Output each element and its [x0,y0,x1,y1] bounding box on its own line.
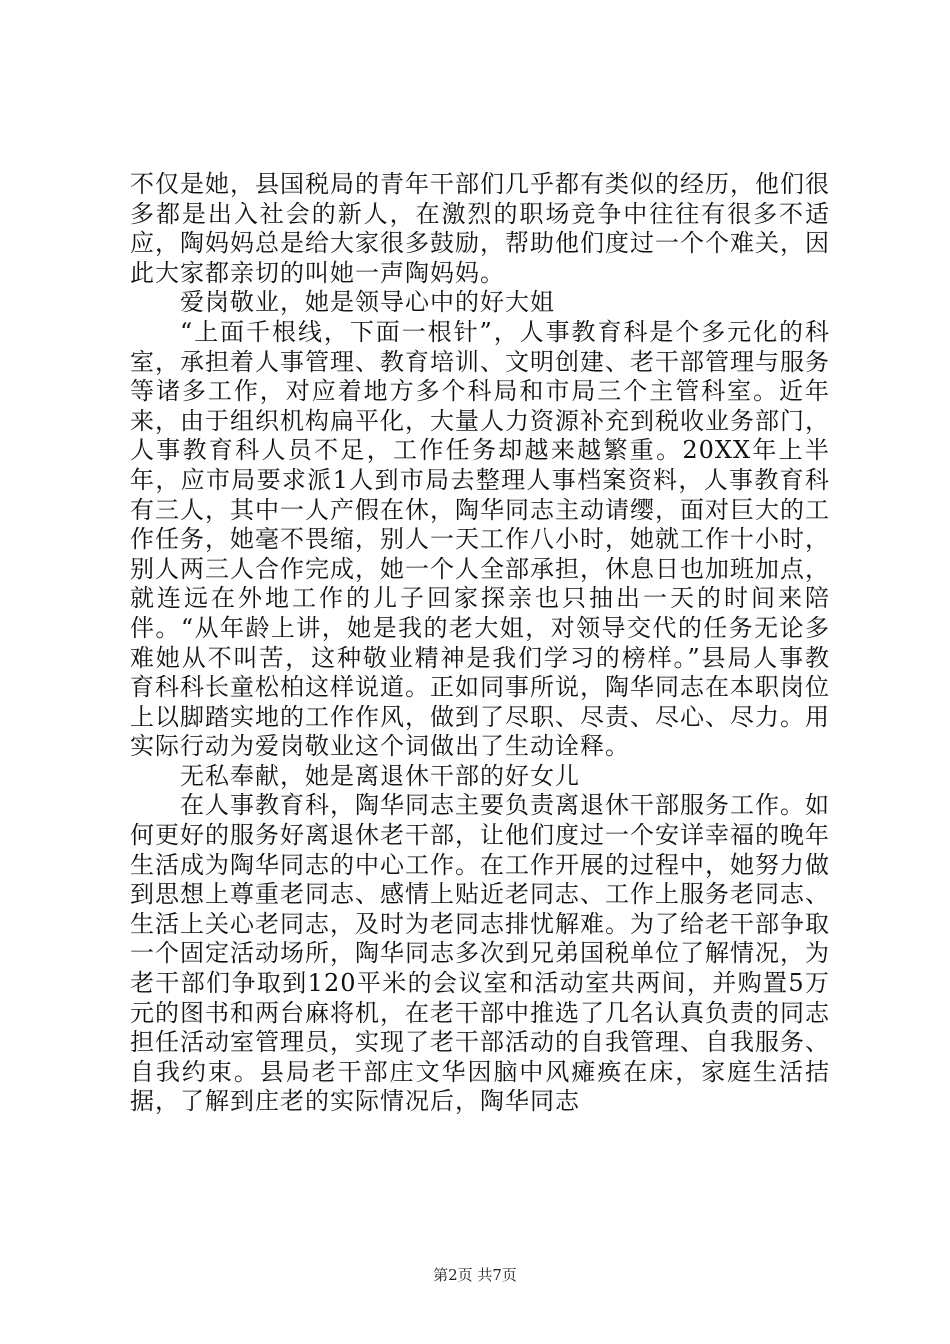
section-heading-2: 无私奉献，她是离退休干部的好女儿 [180,761,580,790]
page-footer: 第2页 共7页 [433,1266,517,1284]
document-body [130,170,830,1117]
paragraph-1: 不仅是她，县国税局的青年干部们几乎都有类似的经历，他们很多都是出入社会的新人，在激烈的职场竞争中往往有很多不适应，陶妈妈总是给大家很多鼓励，帮助他们度过一个个难关，因此大家都亲切的叫她一声陶妈妈。 [130,170,830,287]
paragraph-2: “上面千根线，下面一根针”，人事教育科是个多元化的科室，承担着人事管理、教育培训、文明创建、老干部管理与服务等诸多工作，对应着地方多个科局和市局三个主管科室。近年来，由于组织机构扁平化，大量人力资源补充到税收业务部门，人事教育科人员不足，工作任务却越来越繁重。20XX年上半年，应市局要求派1人到市局去整理人事档案资料，人事教育科有三人，其中一人产假在休，陶华同志主动请缨，面对巨大的工作任务，她毫不畏缩，别人一天工作八小时，她就工作十小时，别人两三人合作完成，她一个人全部承担，休息日也加班加点，就连远在外地工作的儿子回家探亲也只抽出一天的时间来陪伴。“从年龄上讲，她是我的老大姐，对领导交代的任务无论多难她从不叫苦，这种敬业精神是我们学习的榜样。”县局人事教育科科长童松柏这样说道。正如同事所说，陶华同志在本职岗位上以脚踏实地的工作作风，做到了尽职、尽责、尽心、尽力。用实际行动为爱岗敬业这个词做出了生动诠释。 [130,317,830,761]
section-heading-1: 爱岗敬业，她是领导心中的好大姐 [180,288,555,317]
paragraph-3: 在人事教育科，陶华同志主要负责离退休干部服务工作。如何更好的服务好离退休老干部，让他们度过一个安详幸福的晚年生活成为陶华同志的中心工作。在工作开展的过程中，她努力做到思想上尊重老同志、感情上贴近老同志、工作上服务老同志、生活上关心老同志，及时为老同志排忧解难。为了给老干部争取一个固定活动场所，陶华同志多次到兄弟国税单位了解情况，为老干部们争取到120平米的会议室和活动室共两间，并购置5万元的图书和两台麻将机，在老干部中推选了几名认真负责的同志担任活动室管理员，实现了老干部活动的自我管理、自我服务、自我约束。县局老干部庄文华因脑中风瘫痪在床，家庭生活拮据，了解到庄老的实际情况后，陶华同志 [130,791,830,1116]
